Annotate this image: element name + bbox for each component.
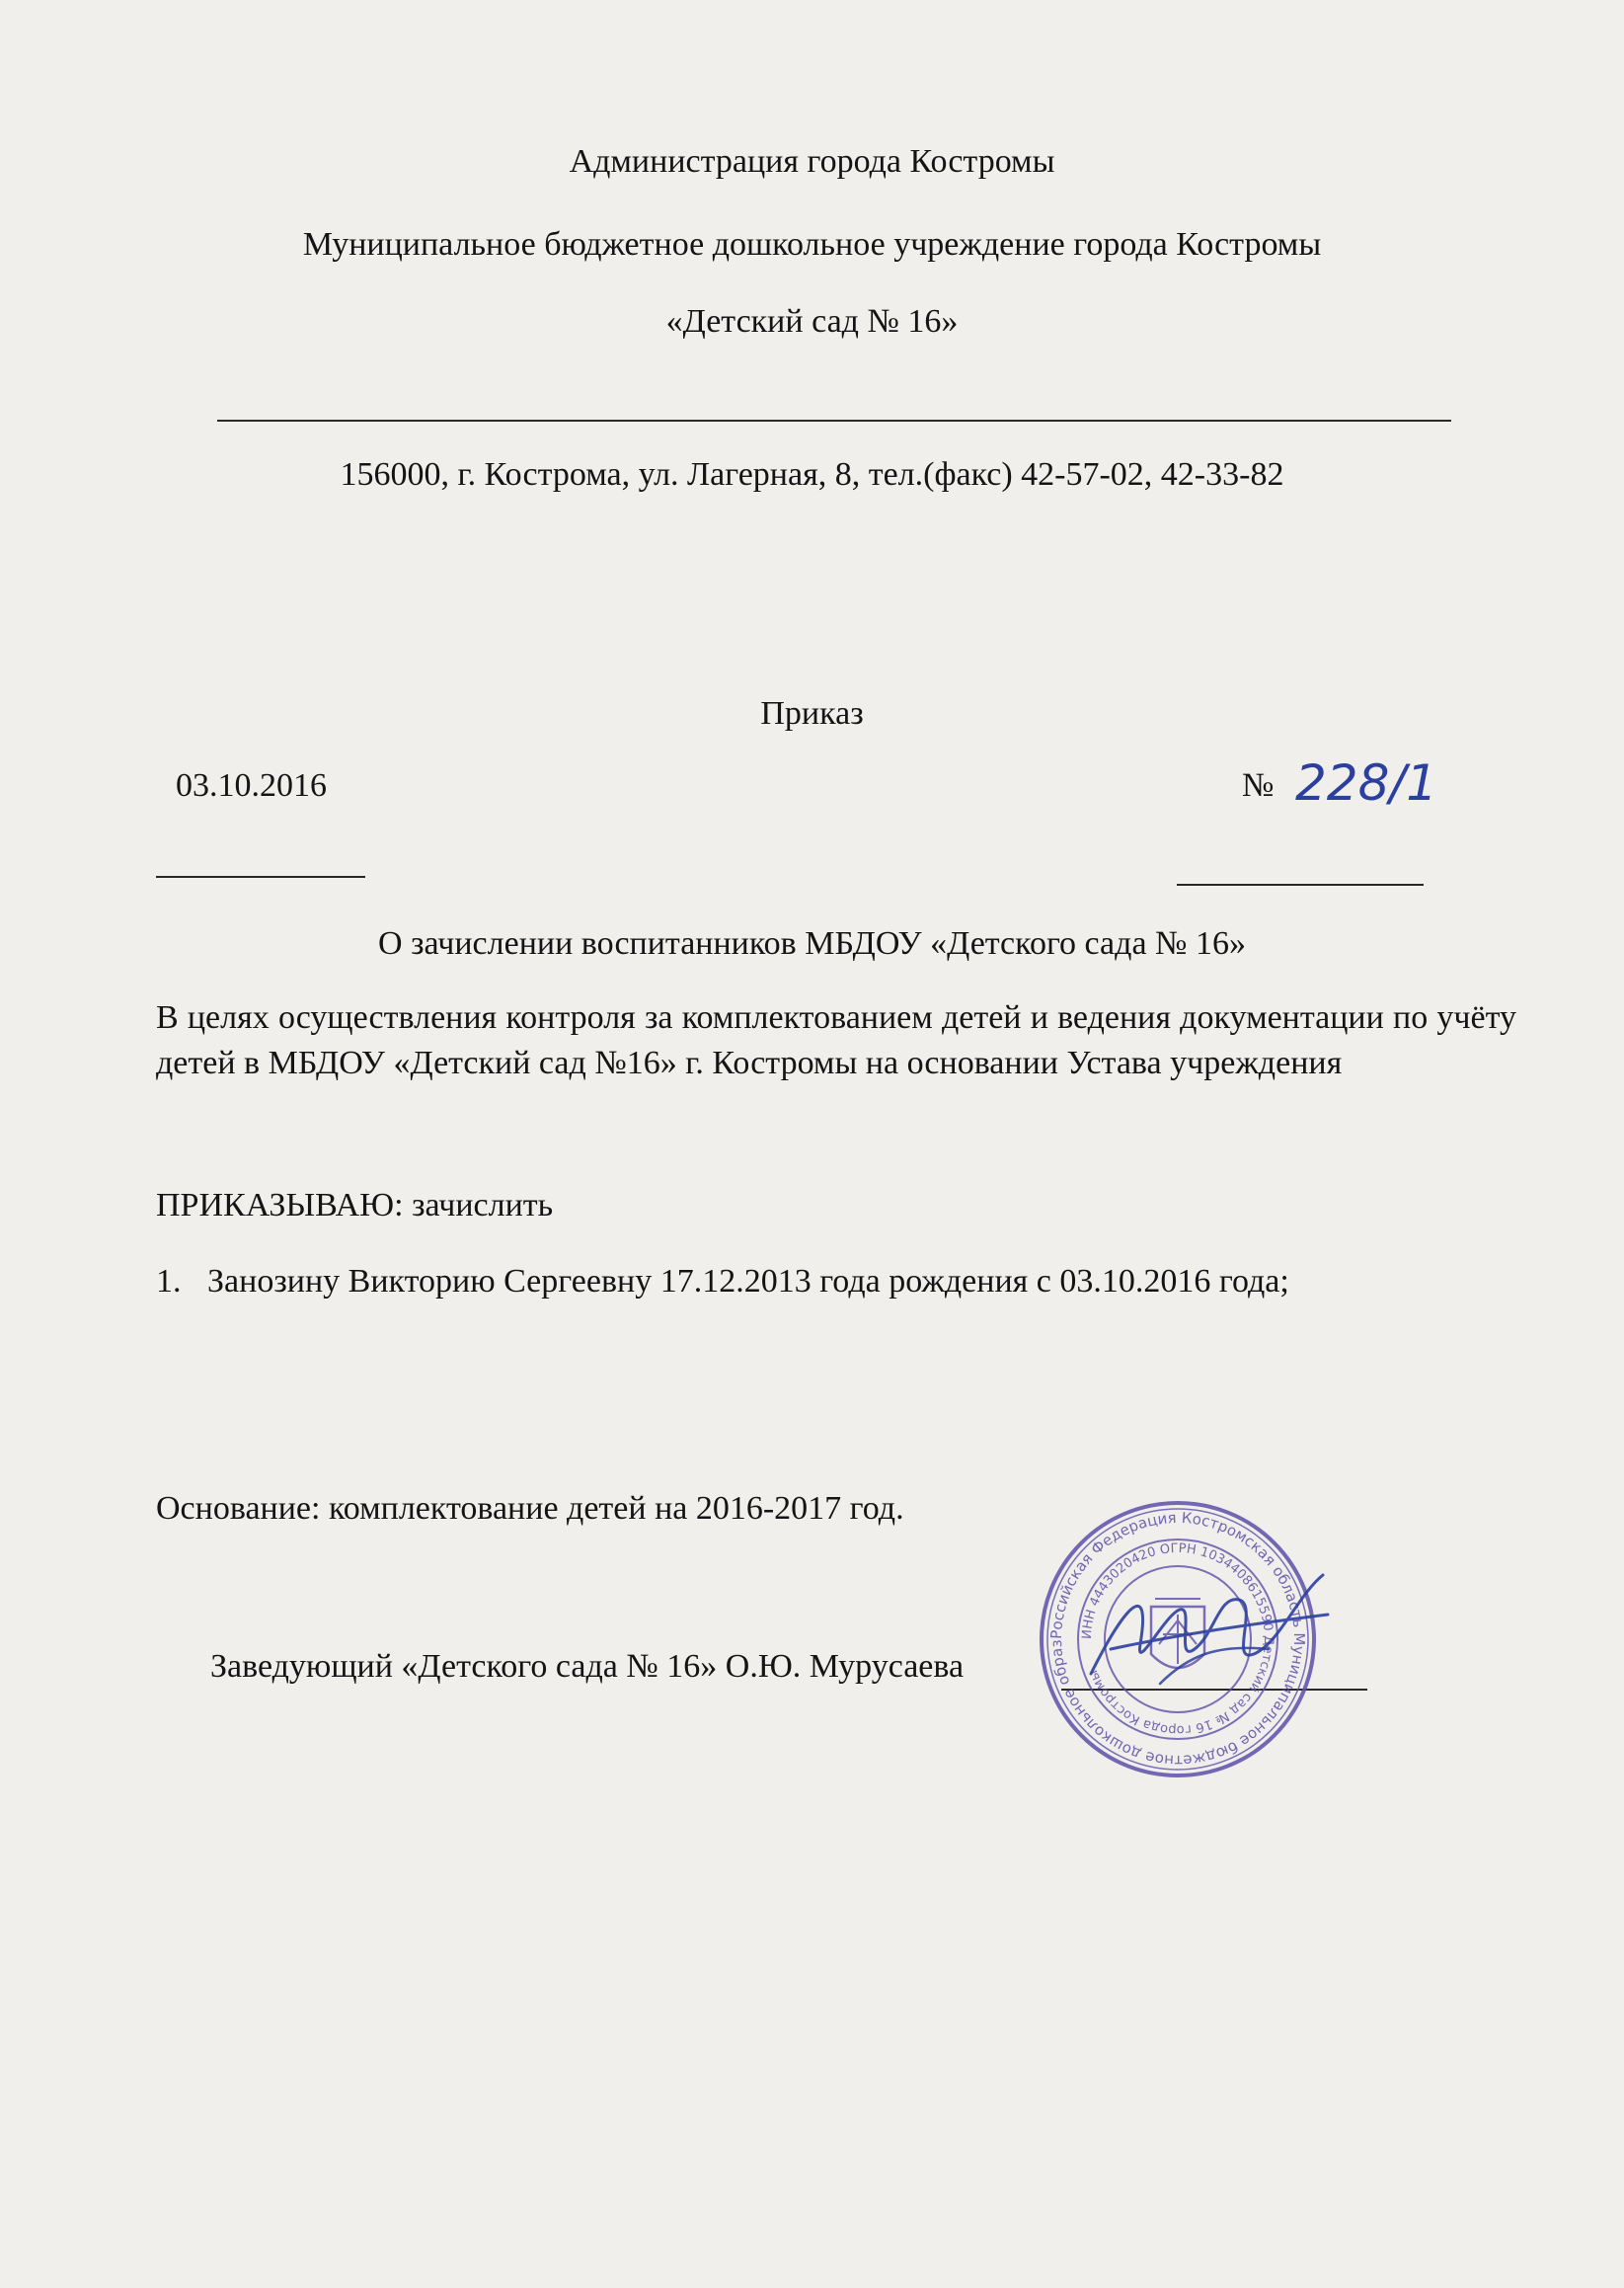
order-title: Приказ	[760, 695, 864, 732]
number-underline	[1177, 884, 1424, 886]
list-item-text: Занозину Викторию Сергеевну 17.12.2013 года рождения с 03.10.2016 года;	[207, 1263, 1289, 1300]
header-divider	[217, 420, 1451, 422]
preamble-paragraph: В целях осуществления контроля за комплектованием детей и ведения документации по учёту детей в МБДОУ «Детский сад №16» г. Костромы на основании Устава учреждения	[156, 999, 1516, 1081]
signature-line-text: Заведующий «Детского сада № 16» О.Ю. Мурусаева	[210, 1648, 965, 1685]
header-institution: Муниципальное бюджетное дошкольное учреждение города Костромы	[302, 226, 1322, 263]
enrollment-list	[156, 1259, 1516, 1304]
order-number-handwritten	[1293, 750, 1481, 844]
stamp-inner-text: ИНН 4443020420 ОГРН 1034408615590 Детский сад № 16 города Костромы	[1079, 1540, 1276, 1738]
order-date: 03.10.2016	[176, 767, 327, 804]
header-kindergarten-name: «Детский сад № 16»	[665, 303, 959, 340]
handwritten-number-graphic	[1293, 750, 1481, 839]
basis-line: Основание: комплектование детей на 2016-2017 год.	[156, 1490, 904, 1527]
list-item-number: 1.	[156, 1263, 182, 1300]
header-administration: Администрация города Костромы	[569, 143, 1055, 180]
order-phrase: ПРИКАЗЫВАЮ: зачислить	[156, 1187, 554, 1223]
handwritten-number-text: 228/1	[1295, 754, 1438, 812]
list-item	[156, 1259, 1516, 1304]
date-underline	[156, 876, 365, 878]
header-address: 156000, г. Кострома, ул. Лагерная, 8, тел.(факс) 42-57-02, 42-33-82	[340, 456, 1284, 493]
order-subject: О зачислении воспитанников МБДОУ «Детского сада № 16»	[378, 925, 1246, 962]
order-number-label: №	[1242, 767, 1275, 804]
signature-graphic	[1071, 1555, 1348, 1703]
handwritten-signature	[1071, 1555, 1348, 1708]
stamp-outer-text: Российская Федерация Костромская область Муниципальное бюджетное дошкольное образ	[1046, 1508, 1309, 1771]
